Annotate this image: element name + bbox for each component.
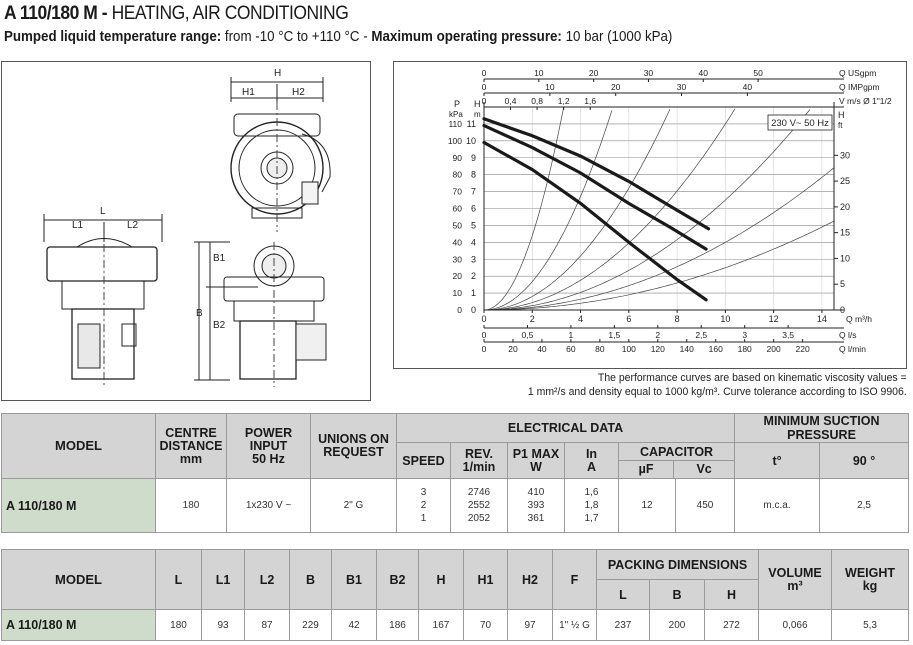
bottom-axis-ls-tick-label: 2: [655, 330, 661, 340]
y-right-tick-label: 15: [840, 227, 851, 238]
header-H1: H1: [464, 550, 508, 610]
uf-cell: 12: [619, 479, 676, 533]
pressure-value: 10 bar (1000 kPa): [561, 29, 673, 45]
B-cell: 229: [290, 610, 332, 641]
application-title: HEATING, AIR CONDITIONING: [107, 3, 349, 24]
bottom-axis-lmin-label: Q l/min: [839, 344, 866, 354]
header-in: In A: [565, 443, 619, 479]
y-axis-label-p: P: [454, 99, 461, 109]
header-capacitor: CAPACITOR µF Vc: [619, 443, 735, 479]
model-cell-2: A 110/180 M: [2, 610, 156, 641]
y-tick-label-m: 9: [470, 152, 476, 163]
top-axis-velocity-tick-label: 0: [481, 96, 487, 106]
p1-cell: 410 393 361: [508, 479, 565, 533]
top-axis-usgpm-tick-label: 20: [588, 68, 599, 78]
y-right-tick-label: 10: [840, 253, 851, 264]
performance-curve-speed-2: [484, 126, 706, 250]
centre-cell: 180: [156, 479, 227, 533]
y-tick-label-kpa: 50: [452, 220, 462, 231]
table-row: [2, 479, 909, 533]
system-curve: [484, 168, 834, 310]
header-H: H: [419, 550, 464, 610]
x-tick-label: 2: [529, 314, 535, 324]
y-tick-label-kpa: 100: [447, 135, 462, 146]
header-L2: L2: [245, 550, 290, 610]
top-axis-velocity-tick-label: 1,6: [584, 96, 597, 106]
in-cell: 1,6 1,8 1,7: [565, 479, 619, 533]
top-axis-impgpm-tick-label: 0: [481, 82, 487, 92]
vc-cell: 450: [676, 479, 735, 533]
bottom-axis-ls-tick-label: 3,5: [782, 330, 795, 340]
top-axis-velocity-label: V m/s Ø 1"1/2: [839, 96, 892, 106]
header-packing-dimensions: PACKING DIMENSIONS: [597, 550, 759, 580]
header-electrical-data: ELECTRICAL DATA: [397, 414, 735, 443]
curve-note: [528, 371, 907, 399]
header-t: t°: [735, 443, 820, 479]
H1-cell: 70: [464, 610, 508, 641]
header-model-2: MODEL: [2, 550, 156, 610]
y-tick-label-kpa: 80: [452, 169, 462, 180]
performance-chart-svg: [394, 62, 906, 368]
y-tick-label-kpa: 110: [448, 118, 462, 129]
y-tick-label-m: 2: [470, 271, 476, 282]
y-right-tick-label: 30: [840, 150, 851, 161]
dim-H1-label: H1: [242, 87, 255, 98]
dim-B2-label: B2: [213, 320, 226, 331]
x-axis-label: Q m³/h: [846, 314, 872, 324]
header-power-input: POWER INPUT 50 Hz: [227, 414, 311, 479]
power-cell: 1x230 V ~: [227, 479, 311, 533]
dim-B1-label: B1: [213, 253, 226, 264]
top-axis-velocity-tick-label: 1,2: [557, 96, 570, 106]
top-axis-usgpm-tick-label: 0: [481, 68, 487, 78]
x-tick-label: 8: [674, 314, 680, 324]
L-cell: 180: [156, 610, 202, 641]
x-tick-label: 0: [481, 314, 487, 324]
bottom-axis-lmin-tick-label: 160: [708, 344, 723, 354]
packing-L-cell: 237: [597, 610, 650, 641]
header-unions: UNIONS ON REQUEST: [311, 414, 397, 479]
bottom-axis-lmin-tick-label: 140: [679, 344, 694, 354]
y-tick-label-m: 6: [470, 203, 476, 214]
y-tick-label-kpa: 10: [452, 288, 462, 299]
model-title: A 110/180 M -: [4, 3, 108, 24]
y-axis-unit-kpa: kPa: [449, 110, 463, 119]
bottom-axis-ls-tick-label: 2,5: [695, 330, 708, 340]
y-tick-label-kpa: 90: [452, 152, 462, 163]
x-tick-label: 12: [768, 314, 779, 324]
top-axis-usgpm-tick-label: 50: [753, 68, 763, 78]
v90-cell: 2,5: [820, 479, 909, 533]
header-rev: REV. 1/min: [451, 443, 508, 479]
header-p1-max: P1 MAX W: [508, 443, 565, 479]
temp-label: Pumped liquid temperature range:: [4, 29, 222, 45]
y-tick-label-kpa: 30: [452, 254, 462, 265]
y-right-tick-label: 5: [840, 279, 846, 290]
header-min-suction-pressure: MINIMUM SUCTION PRESSURE: [735, 414, 909, 443]
curve-note-line-2: 1 mm²/s and density equal to 1000 kg/m³. Curve tolerance according to ISO 9906.: [528, 386, 907, 398]
bottom-axis-lmin-tick-label: 0: [481, 344, 487, 354]
dim-H2-label: H2: [292, 87, 305, 98]
header-B: B: [290, 550, 332, 610]
pressure-label: Maximum operating pressure:: [371, 29, 562, 45]
packing-B-cell: 200: [650, 610, 705, 641]
table-row: [2, 610, 909, 641]
dim-L-label: L: [100, 206, 106, 217]
packing-H-cell: 272: [705, 610, 759, 641]
top-axis-impgpm-tick-label: 30: [676, 82, 687, 92]
y-axis-label-h: H: [474, 99, 481, 109]
header-packing-B: B: [650, 580, 705, 610]
dim-H-label: H: [274, 68, 282, 79]
header-uf: µF: [619, 461, 674, 478]
y-right-unit: ft: [838, 121, 843, 130]
top-axis-usgpm-label: Q USgpm: [839, 68, 877, 78]
header-volume: VOLUME m³: [759, 550, 832, 610]
pump-technical-drawing: [1, 61, 371, 401]
header-90: 90 °: [820, 443, 909, 479]
top-axis-velocity-tick-label: 0,4: [504, 96, 517, 106]
temp-value: from -10 °C to +110 °C -: [221, 29, 372, 45]
top-axis-velocity-tick-label: 0,8: [531, 96, 544, 106]
header-H2: H2: [508, 550, 553, 610]
B1-cell: 42: [332, 610, 377, 641]
dim-B-label: B: [196, 308, 203, 319]
header-centre-distance: CENTRE DISTANCE mm: [156, 414, 227, 479]
bottom-axis-lmin-tick-label: 60: [566, 344, 576, 354]
y-tick-label-kpa: 20: [452, 271, 462, 282]
bottom-axis-ls-tick-label: 1,5: [608, 330, 621, 340]
bottom-axis-lmin-tick-label: 80: [595, 344, 605, 354]
header-B1: B1: [332, 550, 377, 610]
t-cell: m.c.a.: [735, 479, 820, 533]
y-tick-label-m: 5: [470, 220, 476, 231]
x-tick-label: 10: [720, 314, 731, 324]
header-B2: B2: [377, 550, 419, 610]
top-axis-impgpm-tick-label: 40: [742, 82, 753, 92]
system-curve: [484, 110, 810, 310]
top-axis-impgpm-tick-label: 20: [610, 82, 621, 92]
unions-cell: 2" G: [311, 479, 397, 533]
bottom-axis-lmin-tick-label: 120: [650, 344, 665, 354]
dim-L1-label: L1: [72, 220, 84, 231]
bottom-axis-ls-tick-label: 0,5: [521, 330, 534, 340]
dimensions-table: [1, 549, 909, 641]
bottom-axis-lmin-tick-label: 100: [621, 344, 636, 354]
H-cell: 167: [419, 610, 464, 641]
rev-cell: 2746 2552 2052: [451, 479, 508, 533]
pump-drawing-svg: [2, 62, 370, 400]
y-right-tick-label: 25: [840, 176, 851, 187]
y-right-tick-label: 0: [840, 305, 846, 315]
header-L: L: [156, 550, 202, 610]
top-axis-usgpm-tick-label: 10: [534, 68, 544, 78]
header-packing-L: L: [597, 580, 650, 610]
bottom-axis-lmin-tick-label: 20: [508, 344, 518, 354]
y-tick-label-kpa: 40: [452, 237, 462, 248]
bottom-axis-lmin-tick-label: 40: [537, 344, 547, 354]
volume-cell: 0,066: [759, 610, 832, 641]
header-speed: SPEED: [397, 443, 451, 479]
header-model: MODEL: [2, 414, 156, 479]
top-axis-usgpm-tick-label: 40: [698, 68, 709, 78]
performance-curve-speed-3: [484, 119, 709, 229]
bottom-axis-ls-label: Q l/s: [839, 330, 857, 340]
y-tick-label-m: 11: [466, 118, 476, 129]
electrical-data-table: [1, 413, 909, 533]
y-tick-label-kpa: 0: [457, 305, 462, 315]
y-tick-label-m: 1: [470, 288, 476, 299]
L1-cell: 93: [202, 610, 245, 641]
bottom-axis-ls-tick-label: 1: [568, 330, 574, 340]
y-right-tick-label: 20: [840, 201, 851, 212]
bottom-axis-lmin-tick-label: 200: [766, 344, 781, 354]
y-tick-label-m: 4: [470, 237, 476, 248]
system-curve: [484, 109, 735, 310]
bottom-axis-ls-tick-label: 3: [742, 330, 748, 340]
y-tick-label-m: 8: [470, 169, 476, 180]
B2-cell: 186: [377, 610, 419, 641]
y-axis-unit-m: m: [474, 110, 481, 119]
top-axis-impgpm-label: Q IMPgpm: [839, 82, 880, 92]
H2-cell: 97: [508, 610, 553, 641]
speed-cell: 3 2 1: [397, 479, 451, 533]
top-axis-usgpm-tick-label: 30: [643, 68, 654, 78]
y-tick-label-kpa: 60: [452, 203, 462, 214]
model-cell: A 110/180 M: [2, 479, 156, 533]
bottom-axis-lmin-tick-label: 220: [795, 344, 810, 354]
bottom-axis-ls-tick-label: 0: [481, 330, 487, 340]
x-tick-label: 6: [626, 314, 632, 324]
y-tick-label-m: 10: [465, 135, 476, 146]
header-vc: Vc: [696, 462, 712, 476]
page-title: [4, 3, 348, 25]
header-F: F: [553, 550, 597, 610]
y-tick-label-m: 0: [470, 305, 476, 315]
x-tick-label: 4: [578, 314, 584, 324]
header-weight: WEIGHT kg: [832, 550, 909, 610]
legend-label: 230 V~ 50 Hz: [771, 118, 829, 129]
x-tick-label: 14: [816, 314, 827, 324]
bottom-axis-lmin-tick-label: 180: [737, 344, 752, 354]
y-right-label: H: [838, 110, 845, 120]
y-tick-label-m: 7: [470, 186, 476, 197]
L2-cell: 87: [245, 610, 290, 641]
y-tick-label-m: 3: [470, 254, 476, 265]
header-L1: L1: [202, 550, 245, 610]
header-packing-H: H: [705, 580, 759, 610]
y-tick-label-kpa: 70: [452, 186, 462, 197]
system-curve: [484, 110, 612, 310]
dim-L2-label: L2: [127, 220, 139, 231]
operating-conditions: [4, 29, 672, 45]
curve-note-line-1: The performance curves are based on kinematic viscosity values =: [598, 372, 907, 384]
F-cell: 1" ½ G: [553, 610, 597, 641]
weight-cell: 5,3: [832, 610, 909, 641]
top-axis-impgpm-tick-label: 10: [545, 82, 555, 92]
performance-chart: [393, 61, 907, 369]
